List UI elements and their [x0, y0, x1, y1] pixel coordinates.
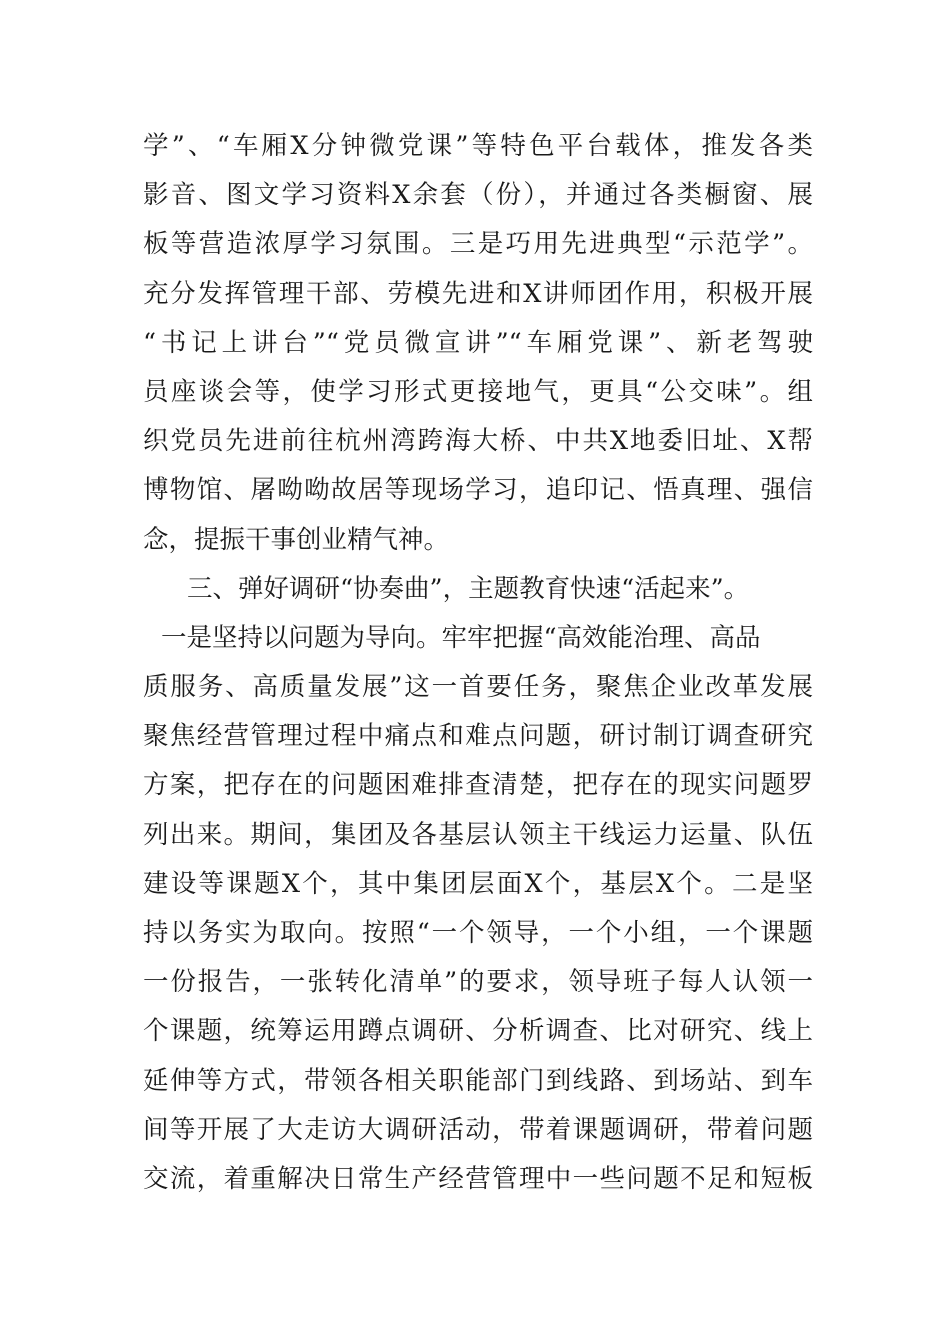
text-line: 影音、图文学习资料X余套（份），并通过各类橱窗、展	[143, 180, 813, 211]
text-line: 聚焦经营管理过程中痛点和难点问题，研讨制订调查研究	[143, 721, 813, 752]
text-line: 念，提振干事创业精气神。	[143, 524, 450, 555]
text-line: 间等开展了大走访大调研活动，带着课题调研，带着问题	[143, 1114, 813, 1145]
text-line: 学”、“车厢X分钟微党课”等特色平台载体，推发各类	[143, 131, 813, 161]
text-line: 一是坚持以问题为导向。牢牢把握“高效能治理、高品	[161, 622, 761, 653]
text-line: 一份报告，一张转化清单”的要求，领导班子每人认领一	[143, 967, 813, 998]
text-line: 充分发挥管理干部、劳模先进和X讲师团作用，积极开展	[143, 278, 813, 309]
text-line: 板等营造浓厚学习氛围。三是巧用先进典型“示范学”。	[143, 229, 813, 260]
text-line: 持以务实为取向。按照“一个领导，一个小组，一个课题	[143, 918, 813, 948]
text-line: 方案，把存在的问题困难排查清楚，把存在的现实问题罗	[143, 770, 813, 801]
text-line: 织党员先进前往杭州湾跨海大桥、中共X地委旧址、X帮	[143, 426, 813, 457]
text-line: 建设等课题X个，其中集团层面X个，基层X个。二是坚	[143, 868, 813, 899]
text-line: 延伸等方式，带领各相关职能部门到线路、到场站、到车	[143, 1065, 813, 1096]
text-line: “书记上讲台”“党员微宣讲”“车厢党课”、新老驾驶	[143, 327, 813, 358]
text-line: 交流，着重解决日常生产经营管理中一些问题不足和短板	[143, 1163, 813, 1194]
text-line: 质服务、高质量发展”这一首要任务，聚焦企业改革发展	[143, 672, 813, 703]
text-line: 列出来。期间，集团及各基层认领主干线运力运量、队伍	[143, 819, 813, 850]
document-body	[143, 122, 813, 1204]
text-line: 员座谈会等，使学习形式更接地气，更具“公交味”。组	[143, 376, 813, 407]
section-heading: 三、弹好调研“协奏曲”，主题教育快速“活起来”。	[187, 573, 750, 604]
text-line: 博物馆、屠呦呦故居等现场学习，追印记、悟真理、强信	[143, 475, 813, 506]
text-line: 个课题，统筹运用蹲点调研、分析调查、比对研究、线上	[143, 1016, 813, 1047]
